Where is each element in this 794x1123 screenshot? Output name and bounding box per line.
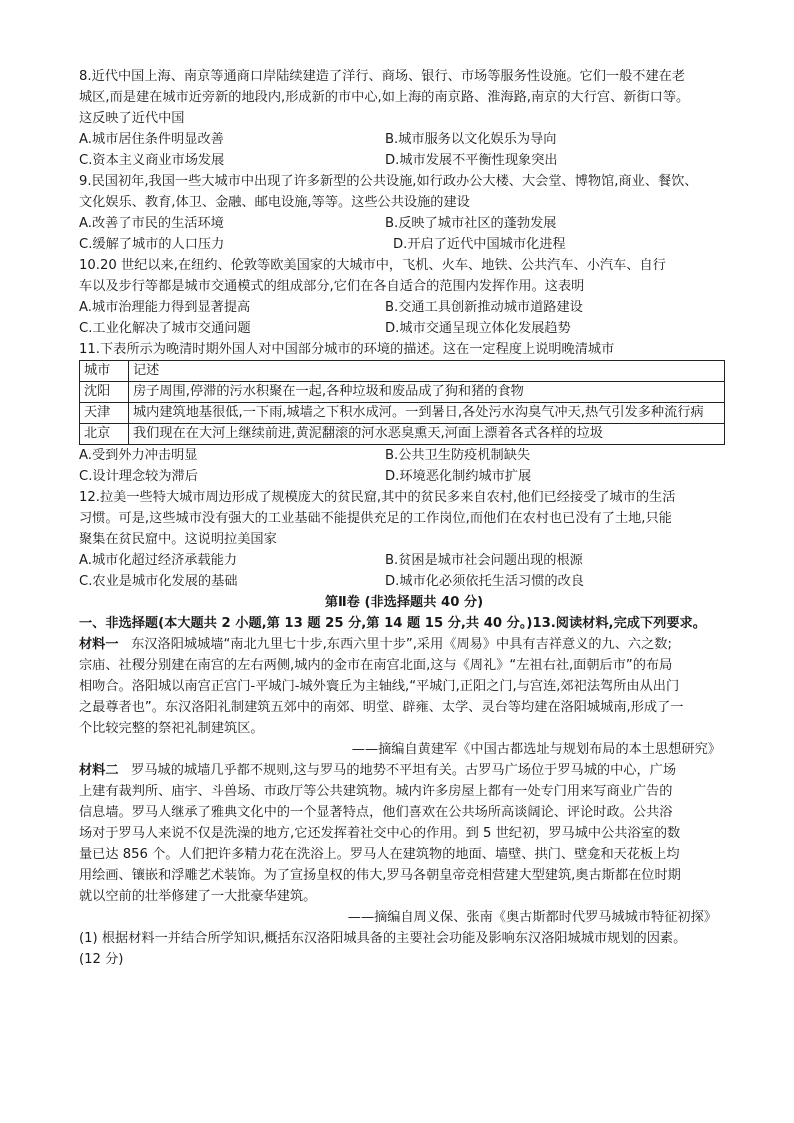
material-text: 信息墙。罗马人继承了雅典文化中的一个显著特点，他们喜欢在公共场所高谈阔论、评论时政。公共浴 xyxy=(79,805,673,820)
question-8 xyxy=(79,66,729,171)
question-text: 12.拉美一些特大城市周边形成了规模庞大的贫民窟,其中的贫民多来自农村,他们已经接受了城市的生活 xyxy=(79,490,676,505)
option-row xyxy=(79,213,729,234)
material-label: 材料一 xyxy=(79,637,119,652)
option-a: A.城市治理能力得到显著提高 xyxy=(79,300,251,315)
material-text: 东汉洛阳城城墙“南北九里七十步,东西六里十步”,采用《周易》中具有吉祥意义的九、六之数; xyxy=(131,637,672,652)
section-heading: 一、非选择题(本大题共 2 小题,第 13 题 25 分,第 14 题 15 分,共 40 分。)13.阅读材料,完成下列要求。 xyxy=(79,616,706,631)
option-c: C.资本主义商业市场发展 xyxy=(79,153,225,168)
material-1 xyxy=(79,634,729,760)
question-text: 这反映了近代中国 xyxy=(79,111,185,126)
material-text: 宗庙、社稷分别建在南宫的左右两侧,城内的金市在南宫北面,这与《周礼》“左祖右社,面朝后市”的布局 xyxy=(79,658,673,673)
option-b: B.反映了城市社区的蓬勃发展 xyxy=(385,216,557,231)
option-d: D.开启了近代中国城市化进程 xyxy=(393,237,566,252)
option-c: C.设计理念较为滞后 xyxy=(79,469,198,484)
material-text: 上建有裁判所、庙宇、斗兽场、市政厅等公共建筑物。城内许多房屋上都有一处专门用来写商业广告的 xyxy=(79,784,673,799)
option-a: A.改善了市民的生活环境 xyxy=(79,216,224,231)
question-text: 聚集在贫民窟中。这说明拉美国家 xyxy=(79,532,277,547)
question-9 xyxy=(79,171,729,255)
question-text: (1) 根据材料一并结合所学知识,概括东汉洛阳城具备的主要社会功能及影响东汉洛阳城城市规划的因素。 xyxy=(79,931,687,946)
option-b: B.公共卫生防疫机制缺失 xyxy=(385,448,531,463)
option-row xyxy=(79,445,729,466)
option-c: C.工业化解决了城市交通问题 xyxy=(79,321,251,336)
table-cell: 天津 xyxy=(80,403,129,424)
table-cell: 沈阳 xyxy=(80,382,129,403)
page-content xyxy=(79,66,729,970)
question-text: 9.民国初年,我国一些大城市中出现了许多新型的公共设施,如行政办公大楼、大会堂、博物馆,商业、餐饮、 xyxy=(79,174,698,189)
option-row xyxy=(79,150,729,171)
question-text: 11.下表所示为晚清时期外国人对中国部分城市的环境的描述。这在一定程度上说明晚清城市 xyxy=(79,342,615,357)
option-d: D.城市交通呈现立体化发展趋势 xyxy=(385,321,571,336)
question-text: 8.近代中国上海、南京等通商口岸陆续建造了洋行、商场、银行、市场等服务性设施。它们一般不建在老 xyxy=(79,69,686,84)
option-a: A.城市居住条件明显改善 xyxy=(79,132,224,147)
question-12 xyxy=(79,487,729,592)
material-text: 用绘画、镶嵌和浮雕艺术装饰。为了宣扬皇权的伟大,罗马各朝皇帝竞相营建大型建筑,奥古斯都在位时期 xyxy=(79,868,681,883)
material-text: 罗马城的城墙几乎都不规则,这与罗马的地势不平坦有关。古罗马广场位于罗马城的中心，广场 xyxy=(131,763,677,778)
material-source: ——摘编自黄建军《中国古都选址与规划布局的本土思想研究》 xyxy=(351,742,721,757)
option-a: A.受到外力冲击明显 xyxy=(79,448,198,463)
material-text: 量已达 856 个。人们把许多精力花在洗浴上。罗马人在建筑物的地面、墙壁、拱门、壁龛和天花板上均 xyxy=(79,847,680,862)
option-row xyxy=(79,234,729,255)
option-row xyxy=(79,129,729,150)
question-13-1 xyxy=(79,928,729,970)
option-c: C.缓解了城市的人口压力 xyxy=(79,237,225,252)
table-row xyxy=(80,382,725,403)
option-row xyxy=(79,571,729,592)
table-row xyxy=(80,403,725,424)
material-text: 之最尊者也”。东汉洛阳礼制建筑五郊中的南郊、明堂、辟雍、太学、灵台等均建在洛阳城城南,形成了一 xyxy=(79,700,684,715)
question-11 xyxy=(79,339,729,487)
material-text: 个比较完整的祭祀礼制建筑区。 xyxy=(79,721,264,736)
material-source: ——摘编自周义保、张南《奥古斯都时代罗马城城市特征初探》 xyxy=(347,910,717,925)
table-row xyxy=(80,424,725,445)
table-header-cell: 城市 xyxy=(80,361,129,382)
option-b: B.交通工具创新推动城市道路建设 xyxy=(385,300,583,315)
material-text: 就以空前的壮举修建了一大批豪华建筑。 xyxy=(79,889,317,904)
table-header-row xyxy=(80,361,725,382)
question-text: 车以及步行等都是城市交通模式的组成部分,它们在各自适合的范围内发挥作用。这表明 xyxy=(79,279,585,294)
option-row xyxy=(79,318,729,339)
option-row xyxy=(79,550,729,571)
option-row xyxy=(79,466,729,487)
section-title: 第Ⅱ卷 (非选择题共 40 分) xyxy=(324,595,484,610)
question-text: 文化娱乐、教育,体卫、金融、邮电设施,等等。这些公共设施的建设 xyxy=(79,195,470,210)
material-2 xyxy=(79,760,729,928)
question-text: 10.20 世纪以来,在纽约、伦敦等欧美国家的大城市中，飞机、火车、地铁、公共汽车、小汽车、自行 xyxy=(79,258,666,273)
question-10 xyxy=(79,255,729,339)
material-text: 场对于罗马人来说不仅是洗澡的地方,它还发挥着社交中心的作用。到 5 世纪初，罗马城中公共浴室的数 xyxy=(79,826,681,841)
question-score: (12 分) xyxy=(79,952,124,967)
question-text: 习惯。可是,这些城市没有强大的工业基础不能提供充足的工作岗位,而他们在农村也已没有了土地,只能 xyxy=(79,511,672,526)
material-label: 材料二 xyxy=(79,763,119,778)
option-b: B.贫困是城市社会问题出现的根源 xyxy=(385,553,583,568)
table-header-cell: 记述 xyxy=(129,361,725,382)
table-cell: 我们现在在大河上继续前进,黄泥翻滚的河水恶臭熏天,河面上漂着各式各样的垃圾 xyxy=(129,424,725,445)
question-text: 城区,而是建在城市近旁新的地段内,形成新的市中心,如上海的南京路、淮海路,南京的大行宫、新街口等。 xyxy=(79,90,690,105)
option-d: D.城市化必须依托生活习惯的改良 xyxy=(385,574,584,589)
table-cell: 房子周围,停滞的污水积聚在一起,各种垃圾和废品成了狗和猪的食物 xyxy=(129,382,725,403)
table-cell: 城内建筑地基很低,一下雨,城墙之下积水成河。一到暑日,各处污水沟臭气冲天,热气引发多种流行病 xyxy=(129,403,725,424)
option-d: D.城市发展不平衡性现象突出 xyxy=(385,153,558,168)
option-row xyxy=(79,297,729,318)
city-environment-table xyxy=(79,360,725,445)
table-cell: 北京 xyxy=(80,424,129,445)
option-a: A.城市化超过经济承载能力 xyxy=(79,553,238,568)
option-d: D.环境恶化制约城市扩展 xyxy=(385,469,532,484)
option-b: B.城市服务以文化娱乐为导向 xyxy=(385,132,557,147)
material-text: 相吻合。洛阳城以南宫正宫门-平城门-城外寰丘为主轴线,“平城门,正阳之门,与宫连,郊祀法驾所由从出门 xyxy=(79,679,680,694)
option-c: C.农业是城市化发展的基础 xyxy=(79,574,238,589)
